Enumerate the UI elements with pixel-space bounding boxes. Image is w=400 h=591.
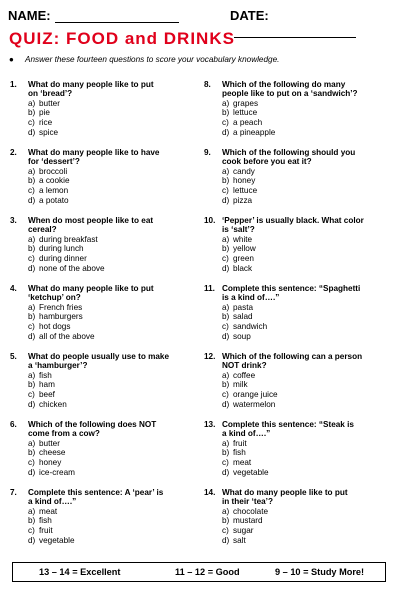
answer-option[interactable] — [204, 380, 380, 390]
question-text-line: cereal? — [28, 225, 57, 235]
option-letter: a) — [28, 98, 36, 108]
answer-option[interactable] — [10, 186, 186, 196]
answer-option[interactable] — [10, 468, 186, 478]
answer-option[interactable] — [204, 468, 380, 478]
option-letter: a) — [28, 302, 36, 312]
answer-option[interactable] — [204, 264, 380, 274]
option-text: butter — [39, 98, 60, 108]
option-text: a peach — [233, 118, 263, 127]
answer-option[interactable] — [204, 507, 380, 517]
option-text: broccoli — [39, 166, 68, 176]
option-letter: d) — [222, 467, 230, 477]
option-text: none of the above — [39, 263, 105, 273]
option-text: vegetable — [233, 467, 269, 477]
question-text-line: Which of the following does NOT — [28, 420, 157, 429]
option-text: a potato — [39, 195, 69, 205]
option-letter: c) — [222, 526, 229, 535]
question-number: 12. — [204, 352, 216, 361]
question-stem — [10, 80, 186, 99]
option-text: pie — [39, 108, 50, 118]
answer-option[interactable] — [10, 322, 186, 332]
question-stem — [204, 284, 380, 303]
option-letter: c) — [222, 390, 229, 399]
option-text: pasta — [233, 302, 254, 312]
answer-option[interactable] — [10, 380, 186, 390]
option-letter: d) — [28, 399, 36, 409]
option-text: during dinner — [39, 254, 87, 263]
option-text: fish — [39, 516, 52, 526]
option-text: sugar — [233, 526, 254, 535]
question-text-line: a ‘hamburger’? — [28, 361, 88, 371]
option-text: a cookie — [39, 176, 70, 186]
answer-option[interactable] — [10, 254, 186, 264]
question-12 — [204, 352, 380, 409]
option-text: watermelon — [233, 399, 276, 409]
option-text: black — [233, 263, 253, 273]
option-letter: d) — [28, 127, 36, 137]
question-number: 4. — [10, 284, 17, 293]
answer-option[interactable] — [204, 235, 380, 245]
answer-option[interactable] — [204, 99, 380, 109]
question-text-line: is a kind of….” — [222, 293, 280, 303]
question-text-line: Which of the following should you — [222, 148, 356, 157]
question-number: 3. — [10, 216, 17, 225]
option-letter: b) — [28, 176, 36, 186]
option-letter: a) — [28, 234, 36, 244]
option-text: pizza — [233, 195, 253, 205]
question-text-line: Complete this sentence: “Spaghetti — [222, 284, 361, 293]
option-letter: a) — [28, 438, 36, 448]
question-11 — [204, 284, 380, 341]
option-text: honey — [39, 458, 62, 467]
option-letter: b) — [222, 176, 230, 186]
answer-option[interactable] — [10, 507, 186, 517]
question-stem — [10, 148, 186, 167]
option-text: hot dogs — [39, 322, 71, 331]
option-letter: d) — [222, 127, 230, 137]
answer-option[interactable] — [204, 536, 380, 546]
option-text: salt — [233, 535, 246, 545]
answer-option[interactable] — [10, 264, 186, 274]
question-stem — [204, 148, 380, 167]
option-text: vegetable — [39, 535, 75, 545]
option-text: chicken — [39, 399, 67, 409]
option-text: meat — [233, 458, 252, 467]
question-number: 14. — [204, 488, 216, 497]
option-text: orange juice — [233, 390, 278, 399]
option-text: hamburgers — [39, 312, 83, 322]
option-letter: b) — [222, 516, 230, 526]
question-number: 13. — [204, 420, 216, 429]
answer-option[interactable] — [10, 118, 186, 128]
answer-option[interactable] — [10, 458, 186, 468]
option-text: white — [233, 234, 253, 244]
option-letter: c) — [222, 186, 229, 195]
question-7 — [10, 488, 186, 545]
instructions-text: Answer these fourteen questions to score your vocabulary knowledge. — [25, 55, 280, 64]
question-5 — [10, 352, 186, 409]
option-letter: a) — [222, 98, 230, 108]
answer-option[interactable] — [204, 390, 380, 400]
option-letter: c) — [28, 322, 35, 331]
question-text-line: for ‘dessert’? — [28, 157, 80, 167]
question-text-line: come from a cow? — [28, 429, 100, 439]
question-text-line: When do most people like to eat — [28, 216, 154, 225]
answer-option[interactable] — [204, 196, 380, 206]
question-number: 11. — [204, 284, 215, 293]
question-text-line: What do many people like to put — [28, 284, 154, 293]
question-text-line: on ‘bread’? — [28, 89, 73, 99]
option-letter: b) — [222, 380, 230, 390]
option-letter: a) — [222, 234, 230, 244]
bullet-icon: ● — [9, 55, 14, 64]
option-letter: b) — [222, 448, 230, 458]
question-text-line: a kind of….” — [222, 429, 271, 439]
option-letter: c) — [28, 118, 35, 127]
scoring-box — [12, 562, 386, 582]
question-stem — [204, 420, 380, 439]
question-9 — [204, 148, 380, 205]
option-letter: d) — [222, 263, 230, 273]
option-text: during lunch — [39, 244, 84, 254]
option-text: mustard — [233, 516, 263, 526]
answer-option[interactable] — [204, 186, 380, 196]
question-8 — [204, 80, 380, 137]
name-blank-line[interactable] — [55, 22, 179, 23]
option-letter: a) — [28, 506, 36, 516]
question-number: 8. — [204, 80, 211, 89]
option-letter: a) — [222, 302, 230, 312]
answer-option[interactable] — [10, 312, 186, 322]
option-text: candy — [233, 166, 255, 176]
question-text-line: What do people usually use to make — [28, 352, 170, 361]
option-letter: d) — [28, 331, 36, 341]
question-text-line: ‘Pepper’ is usually black. What color — [222, 216, 364, 225]
option-text: fish — [39, 370, 52, 380]
answer-option[interactable] — [204, 176, 380, 186]
answer-option[interactable] — [204, 516, 380, 526]
question-stem — [10, 420, 186, 439]
answer-option[interactable] — [10, 167, 186, 177]
option-letter: c) — [222, 254, 229, 263]
answer-option[interactable] — [10, 400, 186, 410]
option-letter: a) — [222, 438, 230, 448]
answer-option[interactable] — [204, 371, 380, 381]
option-letter: b) — [222, 108, 230, 118]
answer-option[interactable] — [204, 439, 380, 449]
option-text: chocolate — [233, 506, 269, 516]
name-label: NAME: — [8, 8, 51, 23]
option-text: yellow — [233, 244, 256, 254]
answer-option[interactable] — [204, 108, 380, 118]
question-text-line: Which of the following do many — [222, 80, 346, 89]
answer-option[interactable] — [204, 332, 380, 342]
question-text-line: a kind of….” — [28, 497, 77, 507]
question-text-line: What do many people like to put — [222, 488, 348, 497]
option-letter: d) — [28, 263, 36, 273]
option-letter: b) — [28, 108, 36, 118]
question-text-line: What do many people like to have — [28, 148, 160, 157]
answer-option[interactable] — [10, 439, 186, 449]
option-text: salad — [233, 312, 253, 322]
answer-option[interactable] — [10, 332, 186, 342]
question-14 — [204, 488, 380, 545]
answer-option[interactable] — [10, 176, 186, 186]
option-text: soup — [233, 331, 251, 341]
option-text: sandwich — [233, 322, 268, 331]
option-text: cheese — [39, 448, 66, 458]
option-text: fruit — [233, 438, 247, 448]
option-text: butter — [39, 438, 60, 448]
option-letter: c) — [222, 118, 229, 127]
option-letter: b) — [28, 244, 36, 254]
answer-option[interactable] — [10, 390, 186, 400]
question-number: 6. — [10, 420, 17, 429]
question-4 — [10, 284, 186, 341]
header — [8, 8, 392, 26]
question-stem — [10, 284, 186, 303]
answer-option[interactable] — [10, 371, 186, 381]
answer-option[interactable] — [10, 516, 186, 526]
answer-option[interactable] — [10, 536, 186, 546]
option-text: ham — [39, 380, 55, 390]
question-text-line: NOT drink? — [222, 361, 267, 371]
answer-option[interactable] — [204, 400, 380, 410]
question-number: 1. — [10, 80, 17, 89]
option-letter: d) — [28, 195, 36, 205]
question-text-line: people like to put on a ‘sandwich’? — [222, 89, 358, 99]
option-letter: c) — [28, 458, 35, 467]
question-stem — [10, 352, 186, 371]
name-field[interactable] — [8, 8, 179, 23]
answer-option[interactable] — [204, 303, 380, 313]
answer-option[interactable] — [204, 254, 380, 264]
option-letter: a) — [222, 166, 230, 176]
option-text: lettuce — [233, 108, 258, 118]
option-text: coffee — [233, 370, 256, 380]
option-letter: a) — [222, 506, 230, 516]
score-study-more: 9 – 10 = Study More! — [275, 567, 365, 577]
question-text-line: ‘ketchup’ on? — [28, 293, 81, 303]
instructions — [9, 55, 279, 64]
question-stem — [204, 352, 380, 371]
date-label: DATE: — [230, 8, 269, 23]
option-text: honey — [233, 176, 256, 186]
option-letter: d) — [222, 399, 230, 409]
answer-option[interactable] — [10, 448, 186, 458]
option-text: fish — [233, 448, 246, 458]
option-letter: b) — [28, 516, 36, 526]
question-2 — [10, 148, 186, 205]
answer-option[interactable] — [204, 167, 380, 177]
option-letter: d) — [222, 195, 230, 205]
option-text: a lemon — [39, 186, 69, 195]
question-1 — [10, 80, 186, 137]
answer-option[interactable] — [204, 526, 380, 536]
option-text: spice — [39, 127, 59, 137]
answer-option[interactable] — [10, 196, 186, 206]
answer-option[interactable] — [10, 235, 186, 245]
answer-option[interactable] — [204, 244, 380, 254]
question-text-line: in their ‘tea’? — [222, 497, 273, 507]
question-number: 7. — [10, 488, 17, 497]
option-text: milk — [233, 380, 248, 390]
date-blank-line[interactable] — [234, 37, 356, 38]
question-stem — [204, 488, 380, 507]
option-letter: d) — [28, 535, 36, 545]
option-text: grapes — [233, 98, 259, 108]
answer-option[interactable] — [204, 312, 380, 322]
option-text: a pineapple — [233, 127, 276, 137]
option-letter: d) — [222, 331, 230, 341]
option-letter: b) — [222, 244, 230, 254]
question-stem — [10, 488, 186, 507]
option-letter: c) — [28, 254, 35, 263]
question-text-line: is ‘salt’? — [222, 225, 255, 235]
answer-option[interactable] — [204, 118, 380, 128]
option-text: meat — [39, 506, 58, 516]
option-letter: c) — [28, 186, 35, 195]
quiz-title: QUIZ: FOOD and DRINKS — [9, 29, 235, 48]
question-text-line: Which of the following can a person — [222, 352, 363, 361]
question-text-line: What do many people like to put — [28, 80, 154, 89]
option-text: ice-cream — [39, 467, 75, 477]
date-field[interactable] — [230, 8, 392, 38]
answer-option[interactable] — [10, 108, 186, 118]
answer-option[interactable] — [204, 448, 380, 458]
question-stem — [204, 80, 380, 99]
question-number: 2. — [10, 148, 17, 157]
option-letter: a) — [222, 370, 230, 380]
question-number: 9. — [204, 148, 211, 157]
option-text: beef — [39, 390, 55, 399]
answer-option[interactable] — [204, 458, 380, 468]
option-text: rice — [39, 118, 53, 127]
question-10 — [204, 216, 380, 273]
question-text-line: Complete this sentence: “Steak is — [222, 420, 354, 429]
question-number: 5. — [10, 352, 17, 361]
option-letter: d) — [222, 535, 230, 545]
option-text: fruit — [39, 526, 53, 535]
option-letter: b) — [28, 448, 36, 458]
option-letter: a) — [28, 370, 36, 380]
question-stem — [204, 216, 380, 235]
answer-option[interactable] — [204, 322, 380, 332]
option-letter: c) — [222, 458, 229, 467]
answer-option[interactable] — [10, 128, 186, 138]
option-letter: c) — [28, 390, 35, 399]
question-text-line: Complete this sentence: A ‘pear’ is — [28, 488, 164, 497]
score-excellent: 13 – 14 = Excellent — [39, 567, 121, 577]
option-letter: a) — [28, 166, 36, 176]
answer-option[interactable] — [10, 303, 186, 313]
question-number: 10. — [204, 216, 216, 225]
option-text: French fries — [39, 302, 83, 312]
question-3 — [10, 216, 186, 273]
question-stem — [10, 216, 186, 235]
option-text: all of the above — [39, 331, 95, 341]
score-good: 11 – 12 = Good — [175, 567, 240, 577]
option-letter: b) — [28, 312, 36, 322]
option-letter: c) — [222, 322, 229, 331]
option-text: green — [233, 254, 254, 263]
answer-option[interactable] — [10, 526, 186, 536]
question-text-line: cook before you eat it? — [222, 157, 312, 167]
option-letter: b) — [28, 380, 36, 390]
option-letter: b) — [222, 312, 230, 322]
answer-option[interactable] — [10, 244, 186, 254]
option-text: lettuce — [233, 186, 258, 195]
option-letter: c) — [28, 526, 35, 535]
answer-option[interactable] — [204, 128, 380, 138]
question-6 — [10, 420, 186, 477]
question-13 — [204, 420, 380, 477]
answer-option[interactable] — [10, 99, 186, 109]
option-letter: d) — [28, 467, 36, 477]
option-text: during breakfast — [39, 234, 98, 244]
